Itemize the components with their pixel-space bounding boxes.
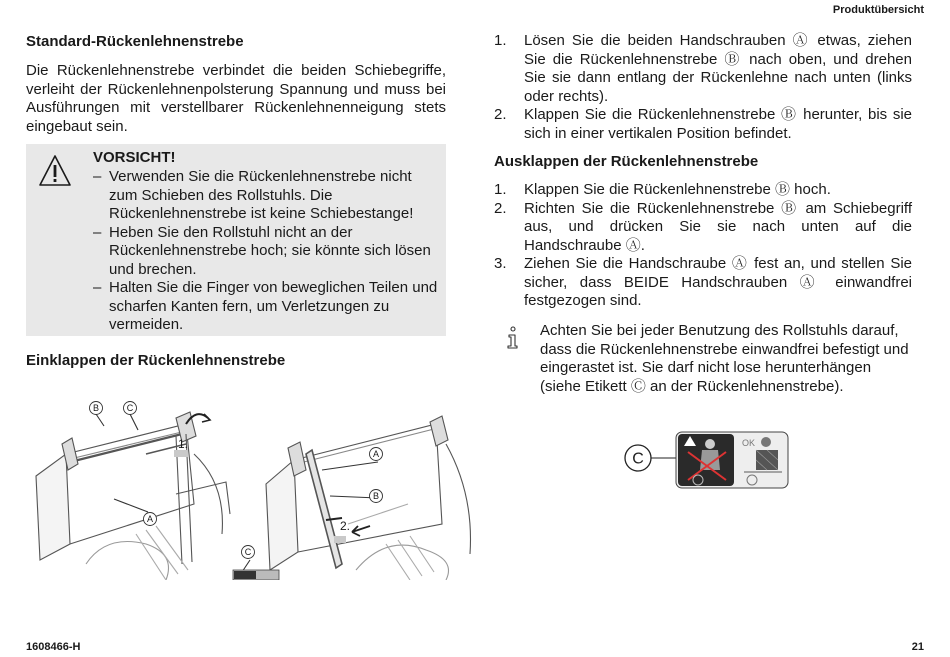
left-column — [26, 32, 446, 558]
label-c-letter: C — [632, 450, 644, 468]
step-text: Klappen Sie die Rückenlehnenstrebe Ⓑ hoch. — [524, 181, 831, 198]
callout-a-text: A — [146, 514, 154, 525]
wheelchair-backrest-drawing — [26, 384, 474, 580]
document-id: 1608466-H — [26, 641, 81, 653]
callout-b-text: B — [92, 403, 100, 414]
fold-heading: Einklappen der Rückenlehnenstrebe — [26, 352, 286, 369]
step-number: 2. — [494, 199, 507, 217]
section-heading: Standard-Rückenlehnenstrebe — [26, 33, 244, 50]
step-item — [494, 106, 912, 143]
intro-paragraph: Die Rückenlehnenstrebe verbindet die beiden Schiebegriffe, verleiht der Rückenlehnenpolsterung Spannung und muss bei Ausführungen mit verstellbarer Rückenlehnenneigung stets eingebaut sein. — [26, 62, 446, 135]
step-text: Lösen Sie die beiden Handschrauben Ⓐ etwas, ziehen Sie die Rückenlehnenstrebe Ⓑ nach oben, und drehen Sie sie dann entlang der Rückenlehne nach unten (links oder rechts). — [524, 32, 912, 105]
step-item — [494, 255, 912, 311]
label-ok-text: OK — [742, 438, 756, 448]
fold-steps — [494, 32, 912, 143]
label-c-figure — [622, 430, 790, 492]
note-text: Achten Sie bei jeder Benutzung des Rollstuhls darauf, dass die Rückenlehnenstrebe einwandfrei befestigt und eingerastet ist. Sie darf nicht lose herunterhängen (siehe Etikett Ⓒ an der Rückenlehnenstrebe). — [540, 322, 909, 395]
caution-item: – Verwenden Sie die Rückenlehnenstrebe nicht zum Schieben des Rollstuhls. Die Rückenlehnenstrebe ist keine Schiebestange! — [93, 168, 439, 224]
step-number: 3. — [494, 255, 507, 272]
step-item — [494, 200, 912, 256]
caution-list — [93, 168, 439, 335]
callout-c-text: C — [126, 403, 134, 414]
caution-item: – Halten Sie die Finger von beweglichen Teilen und scharfen Kanten fern, um Verletzungen zu vermeiden. — [93, 279, 439, 335]
step-number: 1. — [494, 181, 507, 198]
step-item — [494, 32, 912, 106]
unfold-steps — [494, 181, 912, 311]
warning-triangle-icon — [38, 154, 72, 188]
step-1-label: 1. — [178, 437, 189, 451]
caution-title: VORSICHT! — [93, 149, 176, 166]
unfold-heading: Ausklappen der Rückenlehnenstrebe — [494, 153, 759, 170]
fold-illustration — [26, 384, 474, 580]
callout-c2-text: C — [244, 547, 252, 558]
label-thumbnail — [233, 570, 279, 580]
step-item — [494, 181, 912, 200]
step-text: Ziehen Sie die Handschraube Ⓐ fest an, und stellen Sie sicher, dass BEIDE Handschrauben Ⓐ einwandfrei festgezogen sind. — [524, 255, 912, 309]
step-text: Klappen Sie die Rückenlehnenstrebe Ⓑ herunter, bis sie sich in einer vertikalen Position befindet. — [524, 106, 912, 142]
caution-item: – Heben Sie den Rollstuhl nicht an der Rückenlehnenstrebe hoch; sie könnte sich lösen und brechen. — [93, 224, 439, 280]
callout-a2-text: A — [372, 449, 380, 460]
page-number: 21 — [911, 641, 924, 653]
step-2-label: 2. — [340, 519, 351, 533]
step-number: 1. — [494, 32, 507, 49]
step-text: Richten Sie die Rückenlehnenstrebe Ⓑ am Schiebegriff aus, und drücken Sie sie nach unten auf die Handschraube Ⓐ. — [524, 199, 912, 254]
info-icon — [504, 326, 520, 350]
running-header: Produktübersicht — [832, 4, 924, 16]
callout-b2-text: B — [372, 491, 380, 502]
caution-box — [26, 144, 446, 336]
label-c-drawing — [622, 430, 790, 492]
step-number: 2. — [494, 106, 507, 123]
